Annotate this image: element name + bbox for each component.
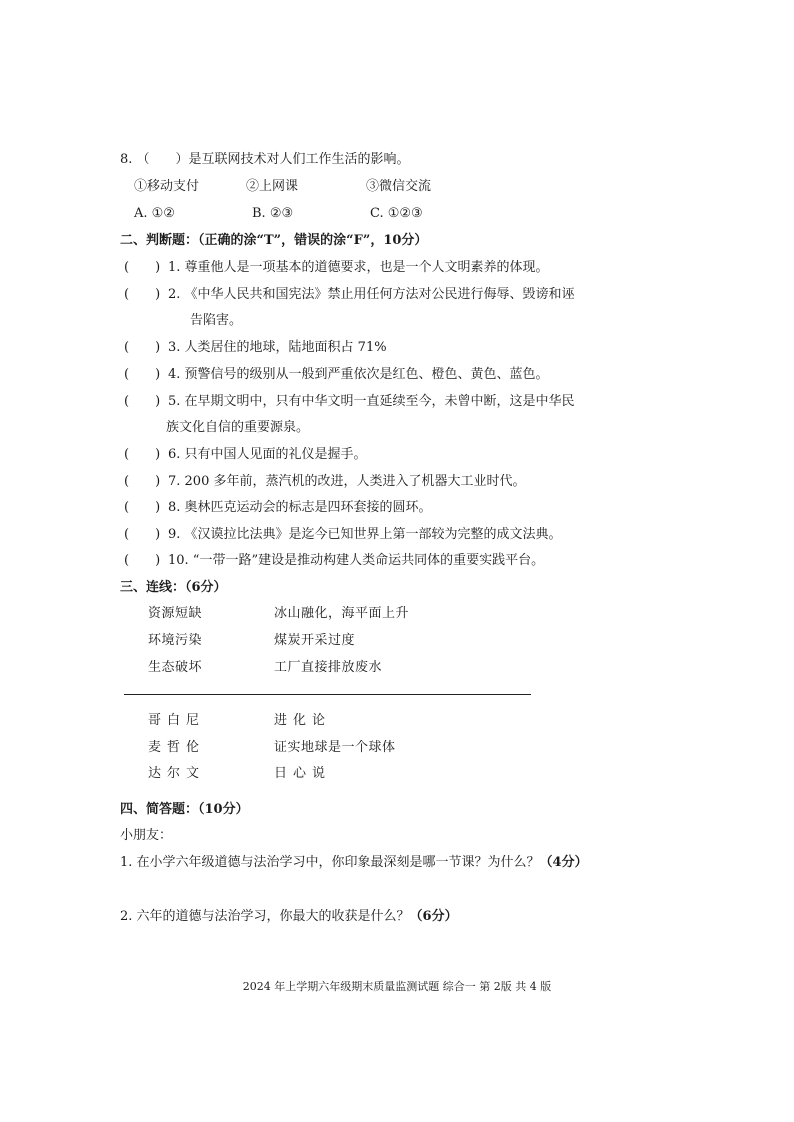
match-right-2[interactable]: 煤炭开采过度 — [274, 633, 356, 648]
match2-right-2[interactable]: 证实地球是一个球体 — [274, 740, 396, 755]
answer-paren[interactable]: ( ) — [124, 500, 161, 515]
answer-paren[interactable]: ( ) — [124, 527, 161, 542]
answer-paren[interactable]: ( ) — [124, 367, 161, 382]
tf-item-8 — [124, 498, 432, 518]
answer-paren[interactable]: ( ) — [124, 474, 161, 489]
tf-text: 6. 只有中国人见面的礼仪是握手。 — [168, 447, 367, 462]
match-right-1[interactable]: 冰山融化，海平面上升 — [274, 606, 410, 621]
q8-item-2: ②上网课 — [246, 179, 299, 194]
q2-text: 2. 六年的道德与法治学习，你最大的收获是什么？ — [120, 909, 410, 924]
tf-text: 4. 预警信号的级别从一般到严重依次是红色、橙色、黄色、蓝色。 — [168, 367, 549, 382]
q8-item-1: ①移动支付 — [134, 179, 200, 194]
answer-paren[interactable]: ( ) — [124, 447, 161, 462]
match2-left-3[interactable]: 达尔文 — [148, 766, 206, 781]
tf-text: 7. 200 多年前，蒸汽机的改进，人类进入了机器大工业时代。 — [168, 474, 526, 489]
match2-left-2[interactable]: 麦哲伦 — [148, 740, 206, 755]
match-left-3[interactable]: 生态破坏 — [148, 660, 203, 675]
section4-greeting: 小朋友： — [120, 828, 173, 843]
answer-paren[interactable]: ( ) — [124, 394, 161, 409]
q1-score: （4分） — [539, 855, 588, 870]
answer-paren[interactable]: ( ) — [124, 287, 161, 302]
answer-paren[interactable]: ( ) — [124, 260, 161, 275]
tf-item-9 — [124, 525, 562, 545]
tf-text: 5. 在早期文明中，只有中华文明一直延续至今，未曾中断，这是中华民 — [168, 394, 575, 409]
tf-item-6 — [124, 445, 367, 465]
divider-line — [124, 694, 531, 695]
match-left-1[interactable]: 资源短缺 — [148, 606, 203, 621]
tf-text: 10. “一带一路”建设是推动构建人类命运共同体的重要实践平台。 — [168, 553, 545, 568]
section4-q1 — [120, 853, 588, 873]
q8-choice-b: B. ②③ — [252, 206, 294, 221]
answer-paren[interactable]: ( ) — [124, 553, 161, 568]
match2-right-1[interactable]: 进化论 — [274, 713, 332, 728]
tf-item-7 — [124, 472, 525, 492]
match2-right-3[interactable]: 日心说 — [274, 766, 332, 781]
page-footer: 2024 年上学期六年级期末质量监测试题 综合一 第 2版 共 4 版 — [242, 980, 552, 993]
tf-item-2-cont: 告陷害。 — [190, 313, 243, 328]
answer-paren[interactable]: ( ) — [124, 340, 161, 355]
tf-item-4 — [124, 365, 549, 385]
q8-stem: 8. （ ）是互联网技术对人们工作生活的影响。 — [120, 152, 410, 167]
section4-q2 — [120, 907, 458, 927]
tf-text: 8. 奥林匹克运动会的标志是四环套接的圆环。 — [168, 500, 432, 515]
section2-title: 二、判断题：（正确的涂“T”，错误的涂“F”，10分） — [120, 233, 428, 248]
tf-item-3 — [124, 338, 387, 358]
tf-text: 2. 《中华人民共和国宪法》禁止用任何方法对公民进行侮辱、毁谤和诬 — [168, 287, 575, 302]
match-right-3[interactable]: 工厂直接排放废水 — [274, 660, 383, 675]
match-left-2[interactable]: 环境污染 — [148, 633, 203, 648]
section4-title: 四、简答题：（10分） — [120, 802, 249, 817]
tf-item-2 — [124, 285, 575, 305]
section3-title: 三、连线：（6分） — [120, 580, 227, 595]
q8-choice-c: C. ①②③ — [370, 206, 423, 221]
q8-item-3: ③微信交流 — [366, 179, 432, 194]
tf-item-5-cont: 族文化自信的重要源泉。 — [166, 420, 310, 435]
match2-left-1[interactable]: 哥白尼 — [148, 713, 206, 728]
tf-item-10 — [124, 551, 544, 571]
tf-text: 1. 尊重他人是一项基本的道德要求，也是一个人文明素养的体现。 — [168, 260, 549, 275]
q8-choice-a: A. ①② — [134, 206, 175, 221]
q1-text: 1. 在小学六年级道德与法治学习中，你印象最深刻是哪一节课？为什么？ — [120, 855, 540, 870]
tf-text: 9. 《汉谟拉比法典》是迄今已知世界上第一部较为完整的成文法典。 — [168, 527, 562, 542]
q2-score: （6分） — [409, 909, 458, 924]
tf-item-1 — [124, 258, 549, 278]
tf-item-5 — [124, 392, 575, 412]
tf-text: 3. 人类居住的地球，陆地面积占 71% — [168, 340, 387, 355]
